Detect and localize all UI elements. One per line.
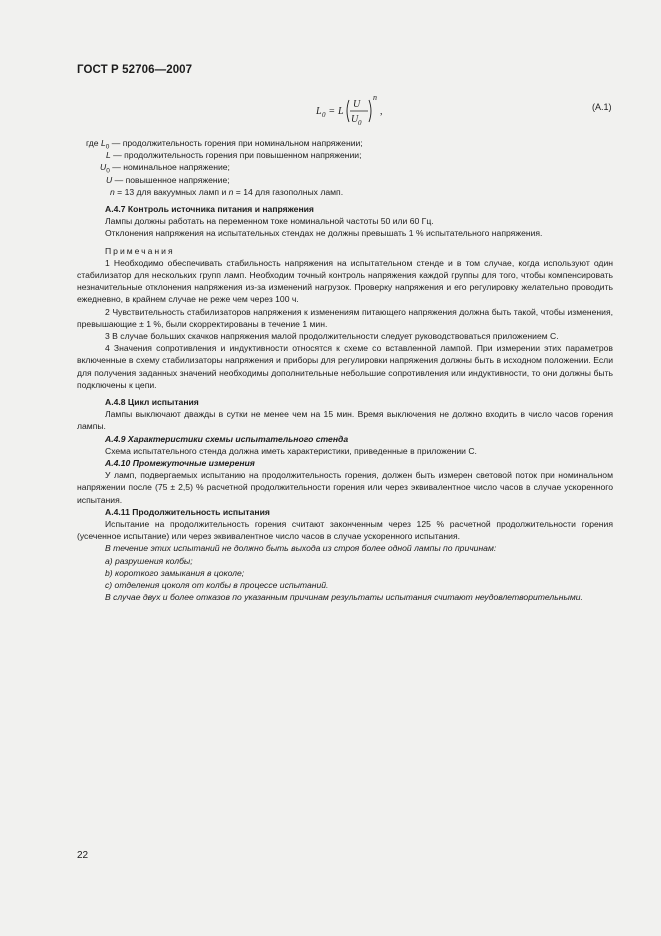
definition-symbol: L — [100, 138, 106, 148]
list-item: с) отделения цоколя от колбы в процессе испытаний. — [105, 580, 329, 591]
formula-definitions — [86, 137, 626, 198]
note-item: 3 В случае больших скачков напряжения малой продолжительности следует руководствоваться приложением С. — [105, 331, 559, 342]
definition-subscript: 0 — [105, 143, 110, 151]
document-body — [77, 203, 613, 604]
formula-left-paren — [347, 100, 349, 122]
section-heading: А.4.9 Характеристики схемы испытательного стенда — [105, 433, 349, 444]
formula-L: L — [338, 106, 344, 117]
paragraph: У ламп, подвергаемых испытанию на продолжительность горения, должен быть измерен световой поток при номинальном напряжении после (75 ± 2,5) % расчетной продолжительности горения или через эквивалентное число часов в случае ускоренного испытания. — [77, 470, 613, 505]
definition-row — [86, 149, 626, 161]
paragraph: Отклонения напряжения на испытательных стендах не должны превышать 1 % испытательного напряжения. — [105, 228, 543, 239]
definition-text: — номинальное напряжение; — [109, 162, 230, 173]
paragraph: В течение этих испытаний не должно быть выхода из строя более одной лампы по причинам: — [105, 543, 497, 554]
section-heading: А.4.8 Цикл испытания — [105, 397, 199, 408]
formula-lhs-sub: 0 — [322, 111, 326, 119]
definition-symbol: L — [106, 150, 111, 161]
formula-graphic — [312, 90, 402, 130]
paragraph: Испытание на продолжительность горения считают законченным через 125 % расчетной продолжительности горения (усеченное испытание) или через эквивалентное число часов в случае ускоренного испытания. — [77, 519, 613, 542]
notes-title: Примечания — [105, 245, 175, 256]
formula-right-paren — [369, 100, 371, 122]
definition-symbol: n — [228, 186, 234, 197]
definition-subscript: 0 — [106, 168, 110, 176]
definition-row — [86, 186, 626, 198]
section-heading: А.4.10 Промежуточные измерения — [105, 458, 255, 469]
formula-eq: = — [329, 106, 335, 117]
definition-text: = 13 для вакуумных ламп и — [114, 186, 229, 197]
formula-numerator: U — [353, 99, 361, 110]
definition-row — [86, 161, 626, 176]
definition-prefix: где — [86, 138, 101, 148]
list-item: b) короткого замыкания в цоколе; — [105, 567, 245, 578]
note-item: 1 Необходимо обеспечивать стабильность напряжения на испытательном стенде и в том случае, когда используют один стабилизатор для нескольких групп ламп. Необходим точный контроль напряжения каждой группы для того, чтобы компенсировать незначительные отклонения напряжения из-за изменений нагрузок. Проверку напряжения и его регулировку желательно проводить ежедневно, в крайнем случае не реже чем через 100 ч. — [77, 257, 613, 305]
formula-denominator: U — [351, 114, 359, 125]
list-item: а) разрушения колбы; — [105, 555, 193, 566]
formula-lhs: L — [316, 106, 322, 117]
definition-symbol: U — [100, 162, 107, 173]
definition-text: — повышенное напряжение; — [112, 174, 230, 185]
formula-den-sub: 0 — [358, 119, 362, 127]
definition-row — [86, 137, 626, 149]
formula-trail: , — [380, 106, 383, 117]
paragraph: Лампы должны работать на переменном токе номинальной частоты 50 или 60 Гц. — [105, 216, 434, 227]
definition-row — [86, 174, 626, 186]
definition-symbol: n — [110, 186, 115, 197]
note-item: 4 Значения сопротивления и индуктивности относятся к схеме со вставленной лампой. При измерении этих параметров включенные в схему стабилизаторы напряжения и приборы для регулировки напряжения должны быть в исходном положении. Если для получения заданных значений необходимы дополнительные небольшие сопротивления или индуктивности, то они должны быть подключены к цепи. — [77, 343, 613, 390]
paragraph: Лампы выключают дважды в сутки не менее чем на 15 мин. Время выключения не должно входить в число часов горения лампы. — [77, 409, 613, 432]
definition-symbol: U — [106, 174, 113, 185]
formula-a1 — [312, 90, 402, 134]
section-heading: А.4.11 Продолжительность испытания — [105, 506, 270, 517]
note-item: 2 Чувствительность стабилизаторов напряжения к изменениям питающего напряжения должна быть такой, чтобы изменения, превышающие ± 1 %, были скорректированы в течение 1 мин. — [77, 306, 613, 329]
definition-text: — продолжительность горения при номинальном напряжении; — [109, 138, 363, 148]
definition-text: = 14 для газополных ламп. — [233, 186, 344, 197]
definition-text: — продолжительность горения при повышенном напряжении; — [110, 150, 362, 161]
paragraph: Схема испытательного стенда должна иметь характеристики, приведенные в приложении С. — [105, 445, 477, 456]
formula-exponent: n — [373, 93, 377, 102]
document-header: ГОСТ Р 52706—2007 — [77, 64, 193, 76]
formula-number: (А.1) — [592, 102, 612, 112]
paragraph: В случае двух и более отказов по указанным причинам результаты испытания считают неудовлетворительными. — [105, 592, 583, 603]
page-number: 22 — [77, 850, 89, 861]
section-heading: А.4.7 Контроль источника питания и напряжения — [105, 204, 314, 214]
